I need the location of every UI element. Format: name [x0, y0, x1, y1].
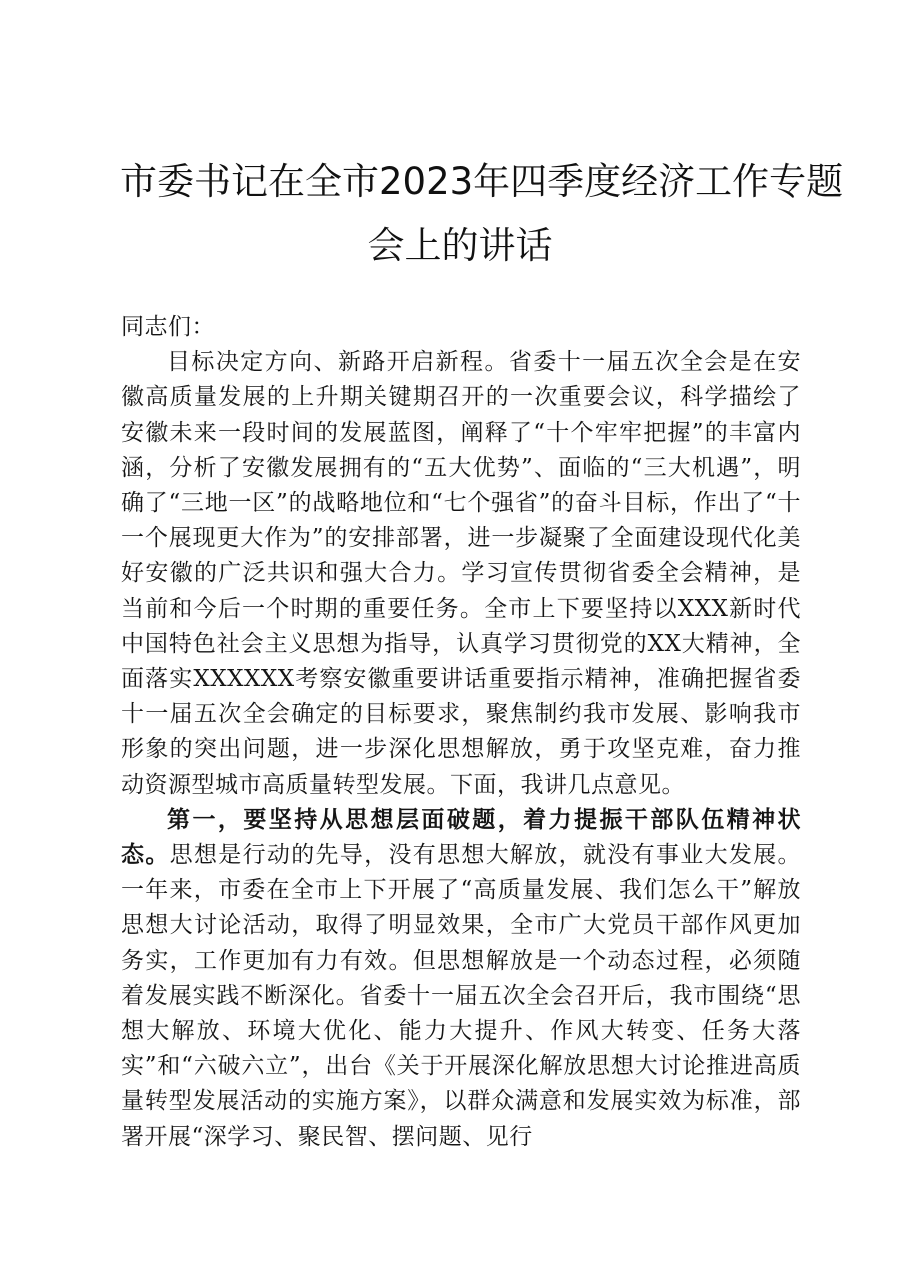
title-line-2: 会上的讲话	[367, 224, 553, 267]
document-title	[120, 150, 844, 278]
salutation: 同志们：	[121, 314, 215, 340]
paragraph-1: 目标决定方向、新路开启新程。省委十一届五次全会是在安徽高质量发展的上升期关键期召开的一次重要会议，科学描绘了安徽未来一段时间的发展蓝图，阐释了“十个牢牢把握”的丰富内涵，分析了安徽发展拥有的“五大优势”、面临的“三大机遇”，明确了“三地一区”的战略地位和“七个强省”的奋斗目标，作出了“十一个展现更大作为”的安排部署，进一步凝聚了全面建设现代化美好安徽的广泛共识和强大合力。学习宣传贯彻省委全会精神，是当前和今后一个时期的重要任务。全市上下要坚持以XXX新时代中国特色社会主义思想为指导，认真学习贯彻党的XX大精神，全面落实XXXXXX考察安徽重要讲话重要指示精神，准确把握省委十一届五次全会确定的目标要求，聚焦制约我市发展、影响我市形象的突出问题，进一步深化思想解放，勇于攻坚克难，奋力推动资源型城市高质量转型发展。下面，我讲几点意见。	[121, 349, 801, 798]
paragraph-2-body: 思想是行动的先导，没有思想大解放，就没有事业大发展。一年来，市委在全市上下开展了“高质量发展、我们怎么干”解放思想大讨论活动，取得了明显效果，全市广大党员干部作风更加务实，工作更加有力有效。但思想解放是一个动态过程，必须随着发展实践不断深化。省委十一届五次全会召开后，我市围绕“思想大解放、环境大优化、能力大提升、作风大转变、任务大落实”和“六破六立”，出台《关于开展深化解放思想大讨论推进高质量转型发展活动的实施方案》，以群众满意和发展实效为标准，部署开展“深学习、聚民智、摆问题、见行	[121, 842, 802, 1150]
paragraph-2-lead: 第一，要坚持从思想层面破题，着力提振干部队伍精神状态。	[121, 806, 801, 869]
title-line-1: 市委书记在全市2023年四季度经济工作专题	[120, 160, 844, 203]
paragraph-2	[121, 803, 801, 1155]
document-body	[121, 310, 801, 1155]
